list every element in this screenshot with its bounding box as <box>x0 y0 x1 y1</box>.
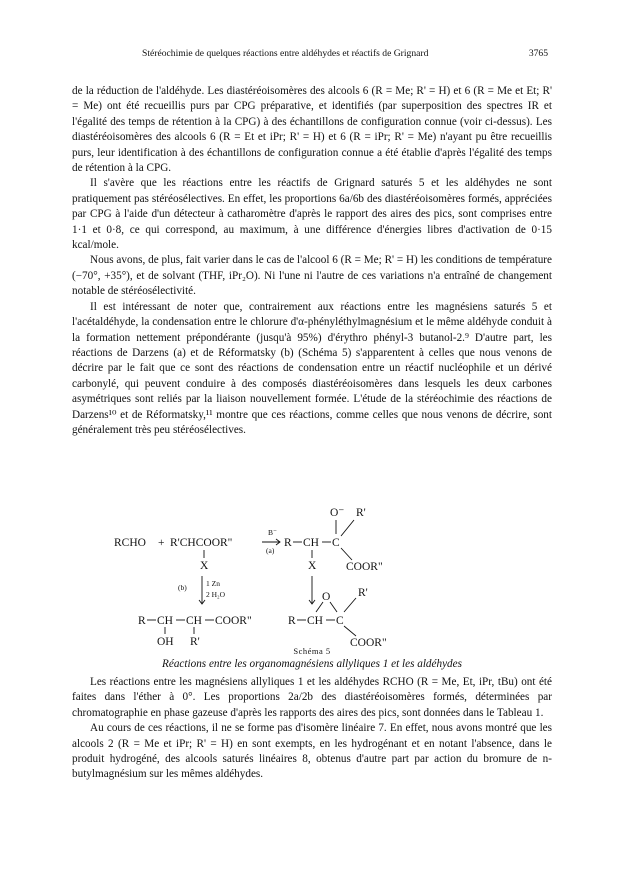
ch-label: CH <box>186 615 202 627</box>
coor-label: COOR" <box>346 561 383 573</box>
paragraph: Nous avons, de plus, fait varier dans le cas de l'alcool 6 (R = Me; R' = H) les conditions de température (−70°, +35°), et de solvant (THF, iPr₂O). Ni l'une ni l'autre de ces variations n'a entraîné de changement notable de stéréosélectivité. <box>72 254 552 298</box>
bond-line <box>316 602 323 612</box>
bond-line <box>341 548 352 560</box>
paragraph: Il est intéressant de noter que, contrairement aux réactions entre les magnésiens saturés 5 et l'acétaldéhyde, la condensation entre le chlorure d'α-phényléthylmagnésium et le même aldéhyde conduit à la formation nettement prépondérante (jusqu'à 95%) d'érythro phényl-3 butanol-2.⁹ D'autre part, les réactions de Darzens (a) et de Réformatsky (b) (Schéma 5) s'apparentent à celles que nous venons de décrire par le fait que ce sont des réactions de condensation entre un réactif nucléophile et un dérivé carbonylé, qui peuvent conduire à des composés diastéréoisomères dans lesquels les deux carbones asymétriques sont reliés par la liaison nouvellement formée. L'étude de la stéréochimie des réactions de Darzens¹⁰ et de Réformatsky,¹¹ montre que ces réactions, comme celles que nous venons de décrire, sont généralement très peu stéréosélectives. <box>72 300 552 436</box>
scheme-caption: Schéma 5 <box>293 646 331 656</box>
r-prime-label: R' <box>190 636 200 646</box>
o-label: O <box>322 591 331 603</box>
running-title: Stéréochimie de quelques réactions entre aldéhydes et réactifs de Grignard <box>142 48 429 59</box>
bond-line <box>344 626 356 636</box>
plus-sign: + <box>158 537 165 549</box>
page-number: 3765 <box>528 48 548 59</box>
scheme-diagram <box>72 500 552 646</box>
bond-line <box>341 520 354 536</box>
ch-label: CH <box>307 615 323 627</box>
coor-label: COOR" <box>350 637 387 646</box>
o-minus-label: O⁻ <box>330 507 345 519</box>
base-label: B⁻ <box>268 528 277 537</box>
body-text-top <box>72 84 552 438</box>
r-label: R <box>138 615 146 627</box>
c-label: C <box>332 537 340 549</box>
path-a-label: (a) <box>266 546 275 555</box>
c-label: C <box>336 615 344 627</box>
x-label: X <box>200 560 209 572</box>
r-label: R <box>284 537 292 549</box>
rcho-label: RCHO <box>114 537 146 549</box>
paragraph: de la réduction de l'aldéhyde. Les diastéréoisomères des alcools 6 (R = Me; R' = H) et 6 (R = Me et Et; R' = Me) ont été recueillis purs par CPG préparative, et identifiés (par superposition des spectres IR et l'égalité des temps de rétention à la CPG) à des échantillons de configuration connue (voir ci-dessus). Les diastéréoisomères des alcools 6 (R = Et et iPr; R' = H) et 6 (R = iPr; R' = Me) n'ayant pu être recueillis purs, leur identification à des échantillons de configuration connue a été établie d'après l'égalité des temps de rétention à la CPG. <box>72 85 552 175</box>
body-text-bottom <box>72 675 552 783</box>
step-2-label: 2 H₂O <box>206 590 226 599</box>
r-label: R <box>288 615 296 627</box>
step-1-label: 1 Zn <box>206 579 220 588</box>
r-prime-label: R' <box>358 587 368 599</box>
x-label: X <box>308 560 317 572</box>
oh-label: OH <box>157 636 174 646</box>
scheme-5 <box>72 500 552 660</box>
paragraph: Au cours de ces réactions, il ne se forme pas d'isomère linéaire 7. En effet, nous avons montré que les alcools 2 (R = Me et iPr; R' = H) en sont exempts, en les hydrogénant et en notant l'absence, dans le produit hydrogéné, des alcools saturés linéaires 8, obtenus d'autre part par action du bromure de n-butylmagnésium sur les mêmes aldéhydes. <box>72 722 552 781</box>
bond-line <box>330 602 337 612</box>
ch-label: CH <box>303 537 319 549</box>
path-b-label: (b) <box>178 583 187 592</box>
paragraph: Il s'avère que les réactions entre les réactifs de Grignard saturés 5 et les aldéhydes ne sont pratiquement pas stéréosélectives. En effet, les proportions 6a/6b des diastéréoisomères formés, appréciées par CPG à l'aide d'un détecteur à catharomètre d'après le rapport des aires des pics, sont comprises entre 1·1 et 0·8, ce qui correspond, au maximum, à une différence d'énergies libres d'activation de 0·15 kcal/mole. <box>72 177 552 252</box>
ch-label: CH <box>157 615 173 627</box>
bond-line <box>344 598 356 612</box>
reagent-label: R'CHCOOR" <box>170 537 233 549</box>
r-prime-label: R' <box>356 507 366 519</box>
paragraph: Les réactions entre les magnésiens allyliques 1 et les aldéhydes RCHO (R = Me, Et, iPr, tBu) ont été faites dans l'éther à 0°. Les proportions 2a/2b des diastéréoisomères formés, déterminées par chromatographie en phase gazeuse d'après les rapports des aires des pics, sont données dans le Tableau 1. <box>72 676 552 719</box>
running-header <box>72 48 552 64</box>
coor-label: COOR" <box>215 615 252 627</box>
section-heading: Réactions entre les organomagnésiens allyliques 1 et les aldéhydes <box>162 658 462 670</box>
